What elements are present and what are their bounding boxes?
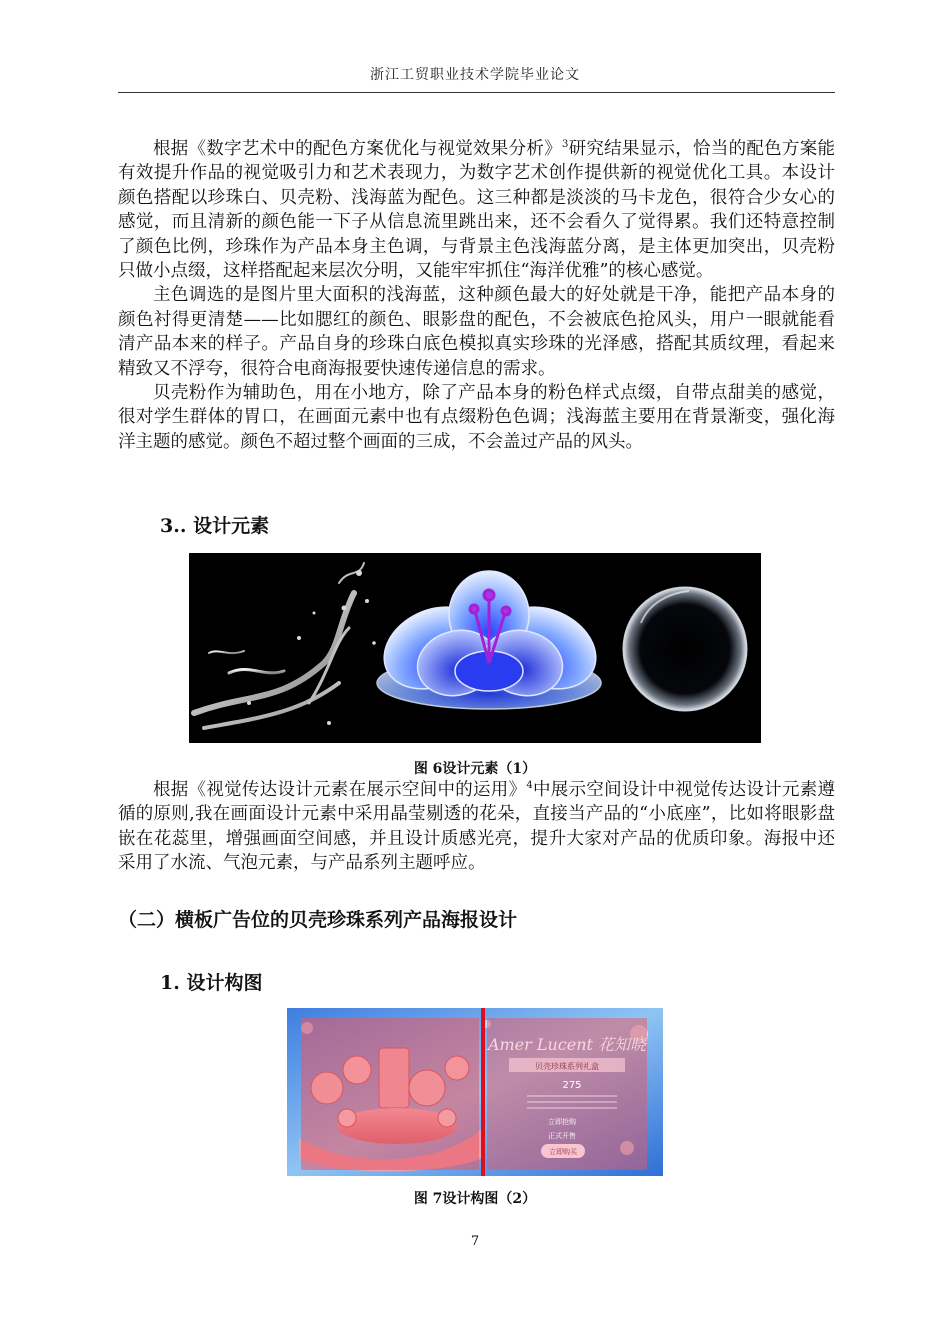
citation-ref: 4 — [526, 780, 533, 791]
water-splash — [194, 563, 364, 728]
paragraph-main-color: 主色调选的是图片里大面积的浅海蓝，这种颜色最大的好处就是干净，能把产品本身的颜色衬得更清楚——比如腮红的颜色、眼影盘的配色，不会被底色抢风头，用户一眼就能看清产品本来的样子。产品自身的珍珠白底色模拟真实珍珠的光泽感，搭配其质纹理，看起来精致又不浮夸，很符合电商海报要快速传递信息的需求。 — [118, 285, 835, 379]
design-elements-illustration — [189, 553, 761, 743]
header-rule — [118, 92, 835, 93]
poster-cta-2: 正式开售 — [548, 1132, 576, 1140]
center-guide-line — [481, 1008, 485, 1176]
poster-cta-3: 立即购买 — [549, 1148, 577, 1156]
body-block-color — [118, 137, 835, 454]
heading-composition: 1. 设计构图 — [160, 972, 263, 994]
paragraph-text: 研究结果显示，恰当的配色方案能有效提升作品的视觉吸引力和艺术表现力，为数字艺术创作提供新的视觉优化工具。本设计颜色搭配以珍珠白、贝壳粉、浅海蓝为配色。这三种都是淡淡的马卡龙色，很符合少女心的感觉，而且清新的颜色能一下子从信息流里跳出来，还不会看久了觉得累。我们还特意控制了颜色比例，珍珠作为产品本身主色调，与背景主色浅海蓝分离，是主体更加突出，贝壳粉只做小点缀，这样搭配起来层次分明，又能牢牢抓住“海洋优雅”的核心感觉。 — [118, 139, 836, 282]
figure-design-elements — [189, 553, 761, 743]
paragraph-accent-color: 贝壳粉作为辅助色，用在小地方，除了产品本身的粉色样式点缀，自带点甜美的感觉，很对学生群体的胃口，在画面元素中也有点缀粉色色调；浅海蓝主要用在背景渐变，强化海洋主题的感觉。颜色不超过整个画面的三成，不会盖过产品的风头。 — [118, 383, 835, 452]
paragraph-text: 中展示空间设计中视觉传达设计元素遵循的原则,我在画面设计元素中采用晶莹剔透的花朵，直接当产品的“小底座”，比如将眼影盘嵌在花蕊里，增强画面空间感，并且设计质感光亮，提升大家对产品的优质印象。海报中还采用了水流、气泡元素，与产品系列主题呼应。 — [118, 780, 836, 874]
figure-6-caption: 图 6设计元素（1） — [413, 761, 537, 777]
figure-composition — [287, 1008, 663, 1176]
paragraph-text: 根据《数字艺术中的配色方案优化与视觉效果分析》 — [153, 139, 562, 159]
poster-price: 275 — [562, 1080, 582, 1091]
paragraph-text: 根据《视觉传达设计元素在展示空间中的运用》 — [153, 780, 527, 800]
paragraph-color-scheme — [118, 137, 835, 283]
poster-script-title: Amer Lucent 花知晓 — [487, 1035, 647, 1054]
running-header: 浙江工贸职业技术学院毕业论文 — [370, 67, 580, 83]
poster-subtitle: 贝壳珍珠系列礼盒 — [535, 1062, 599, 1071]
figure-7-caption: 图 7设计构图（2） — [413, 1191, 537, 1207]
poster-cta-1: 立即抢购 — [548, 1118, 576, 1126]
page-number: 7 — [470, 1234, 480, 1249]
heading-section-2: （二）横板广告位的贝壳珍珠系列产品海报设计 — [118, 909, 518, 931]
paragraph-design-elements — [118, 778, 835, 876]
citation-ref: 3 — [561, 139, 569, 150]
composition-illustration — [287, 1008, 663, 1176]
left-composition-area — [301, 1018, 479, 1170]
heading-design-elements: 3.. 设计元素 — [160, 515, 270, 537]
bubble — [623, 587, 747, 711]
body-block-elements — [118, 778, 835, 876]
